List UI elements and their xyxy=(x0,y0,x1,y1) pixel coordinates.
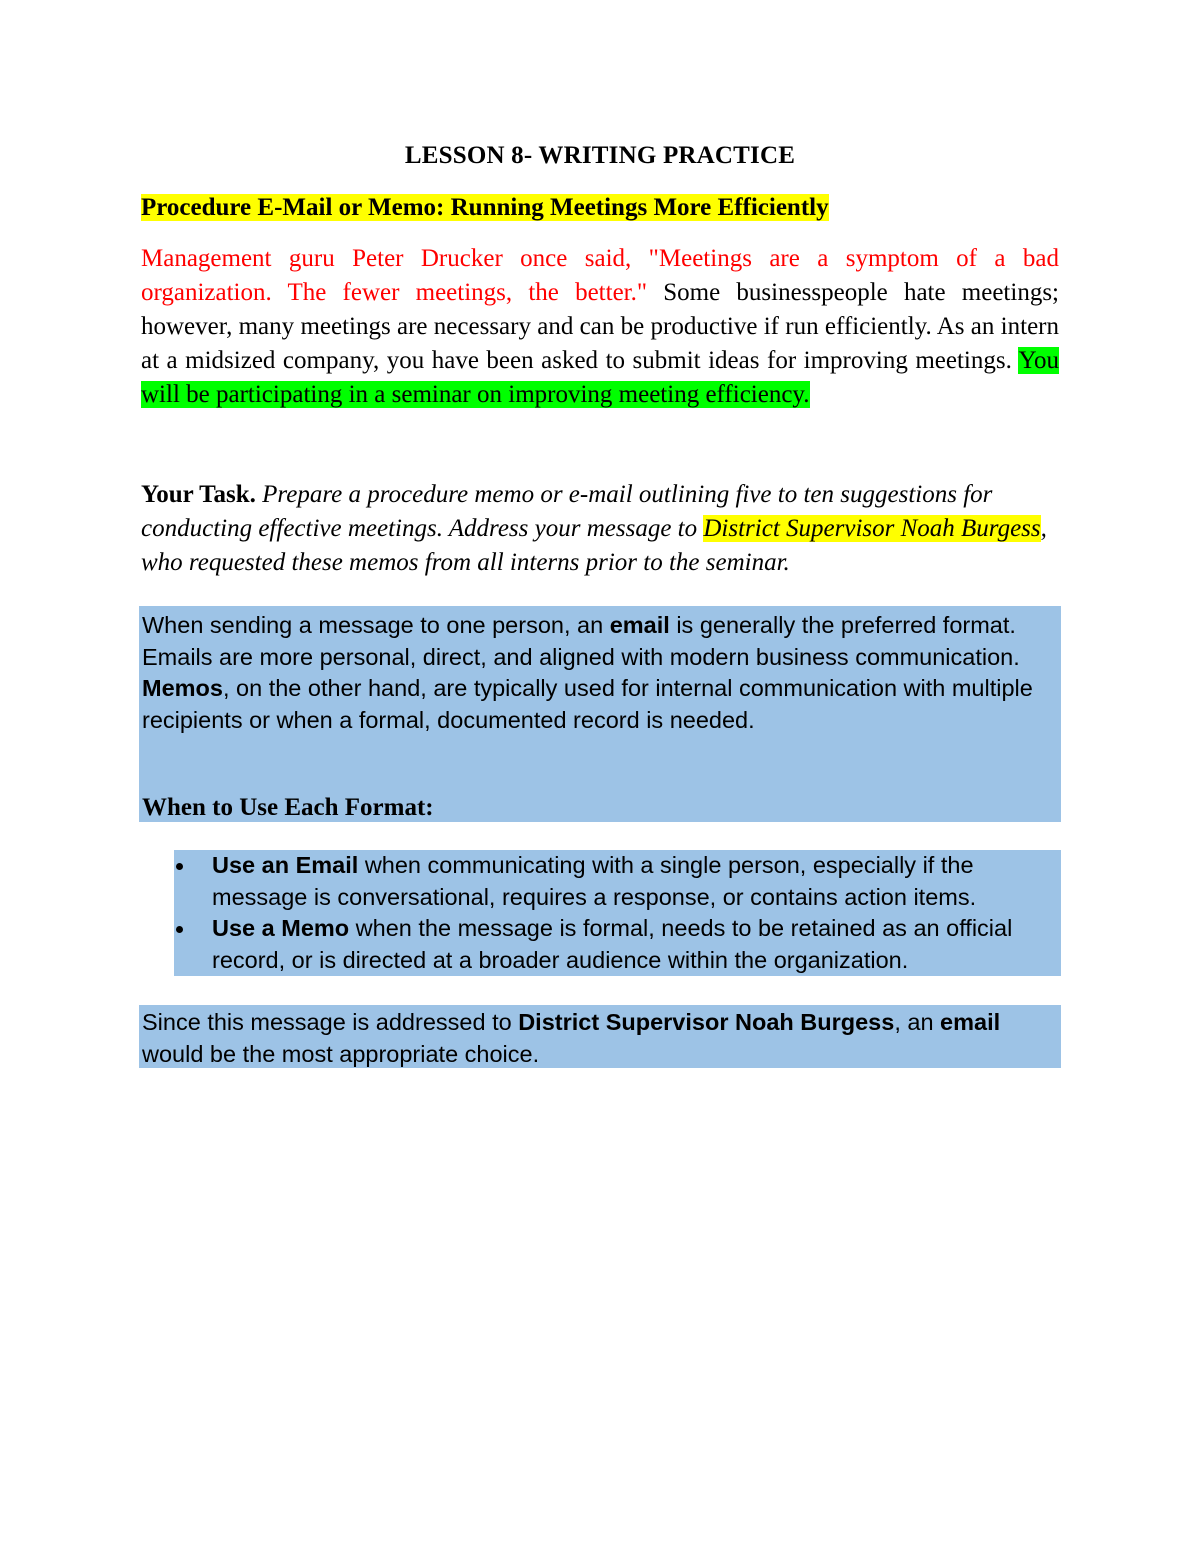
task-text-before: Prepare a procedure memo or e-mail outlining five to ten suggestions for conducting effective meetings. Address your message to xyxy=(141,481,993,542)
task-label: Your Task. xyxy=(141,481,256,508)
format-heading: When to Use Each Format: xyxy=(142,794,434,821)
format-explanation-box xyxy=(139,606,1061,822)
conclusion-paragraph xyxy=(142,1007,1047,1070)
box1-text-2: is generally the preferred format. Emails are more personal, direct, and aligned with modern business communication. xyxy=(142,612,1020,670)
bullet-icon xyxy=(176,926,183,933)
subtitle-text: Procedure E-Mail or Memo: Running Meetings More Efficiently xyxy=(141,194,829,221)
task-recipient: District Supervisor Noah Burgess xyxy=(703,515,1041,542)
format-bullets-box xyxy=(174,850,1061,976)
list-item xyxy=(174,850,1061,913)
intro-paragraph xyxy=(141,242,1059,412)
bullet-list xyxy=(174,850,1061,976)
page-title: LESSON 8- WRITING PRACTICE xyxy=(404,142,796,169)
intro-body: Some businesspeople hate meetings; however, many meetings are necessary and can be productive if run efficiently. As an intern at a midsized company, you have been asked to submit ideas for improving meetings. xyxy=(141,279,1059,374)
format-explanation xyxy=(142,610,1042,736)
box3-text-1: Since this message is addressed to xyxy=(142,1009,519,1035)
task-text-after: , who requested these memos from all interns prior to the seminar. xyxy=(141,515,1047,576)
box3-text-3: would be the most appropriate choice. xyxy=(142,1040,540,1067)
box1-text-1: When sending a message to one person, an xyxy=(142,612,610,638)
conclusion-box xyxy=(139,1005,1061,1068)
box3-email-bold: email xyxy=(940,1009,1001,1035)
box1-email-bold: email xyxy=(609,612,670,638)
box3-text-2: , an xyxy=(894,1009,941,1035)
task-paragraph xyxy=(141,478,1059,580)
box1-memos-bold: Memos xyxy=(142,675,223,701)
bullet-memo-text: when the message is formal, needs to be retained as an official record, or is directed at a broader audience within the organization. xyxy=(212,915,1013,973)
drucker-quote: Management guru Peter Drucker once said, "Meetings are a symptom of a bad organization. The fewer meetings, the better." xyxy=(141,245,1059,306)
bullet-email-text: when communicating with a single person, especially if the message is conversational, requires a response, or contains action items. xyxy=(212,852,977,910)
list-item xyxy=(174,913,1061,976)
box3-recipient-bold: District Supervisor Noah Burgess xyxy=(518,1009,895,1035)
bullet-icon xyxy=(176,863,183,870)
seminar-highlight: You will be participating in a seminar on improving meeting efficiency. xyxy=(141,347,1059,408)
subtitle xyxy=(141,192,829,224)
box1-text-3: , on the other hand, are typically used for internal communication with multiple recipients or when a formal, documented record is needed. xyxy=(142,675,1033,733)
bullet-email-bold: Use an Email xyxy=(212,852,359,878)
bullet-memo-bold: Use a Memo xyxy=(212,915,350,941)
